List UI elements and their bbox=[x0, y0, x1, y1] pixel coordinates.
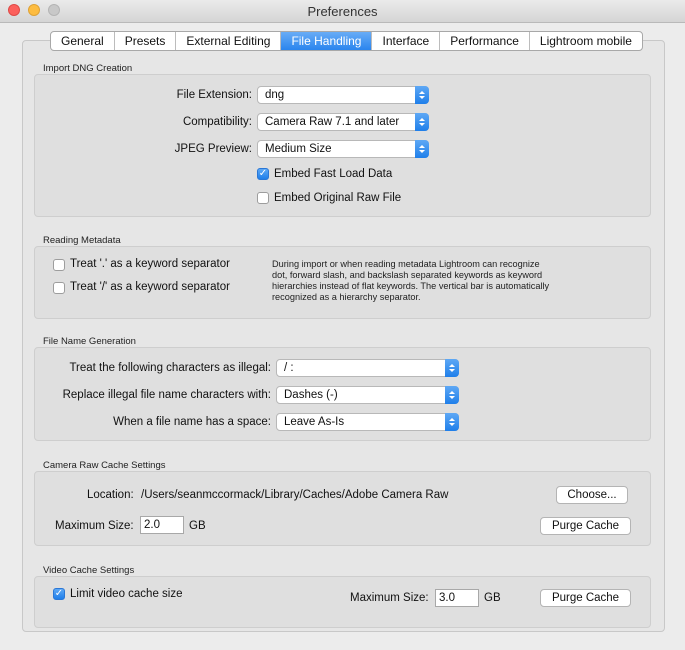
jpeg-preview-select[interactable] bbox=[257, 140, 429, 158]
illegal-chars-select[interactable] bbox=[276, 359, 459, 377]
tab-performance[interactable]: Performance bbox=[440, 32, 530, 50]
select-stepper-icon bbox=[445, 359, 459, 377]
compatibility-value: Camera Raw 7.1 and later bbox=[265, 116, 400, 128]
illegal-chars-value: / : bbox=[284, 362, 294, 374]
tab-bar bbox=[50, 31, 643, 51]
reading-metadata-section-label: Reading Metadata bbox=[43, 235, 121, 246]
dot-separator-checkbox[interactable] bbox=[53, 259, 65, 271]
cache-location-path: /Users/seanmccormack/Library/Caches/Adobe Camera Raw bbox=[141, 489, 449, 501]
tab-lightroom-mobile[interactable]: Lightroom mobile bbox=[539, 34, 632, 48]
cache-max-size-label: Maximum Size: bbox=[55, 520, 134, 532]
embed-fast-load-label: Embed Fast Load Data bbox=[274, 168, 393, 180]
select-stepper-icon bbox=[445, 386, 459, 404]
purge-camera-raw-cache-button[interactable]: Purge Cache bbox=[540, 517, 631, 535]
cache-max-size-unit: GB bbox=[189, 520, 206, 532]
file-extension-value: dng bbox=[265, 89, 285, 101]
checkmark-icon: ✓ bbox=[54, 588, 64, 599]
embed-fast-load-checkbox[interactable] bbox=[257, 168, 269, 180]
dot-separator-label: Treat '.' as a keyword separator bbox=[70, 258, 230, 270]
video-max-size-label: Maximum Size: bbox=[350, 592, 429, 604]
tab-general[interactable]: General bbox=[51, 32, 115, 50]
video-max-size-unit: GB bbox=[484, 592, 501, 604]
camera-raw-cache-section-label: Camera Raw Cache Settings bbox=[43, 460, 166, 471]
metadata-help-text: During import or when reading metadata Lightroom can recognize dot, forward slash, and backslash separated keywords as keyword hierarchies instead of flat keywords. The vertical bar is automatically recognized as a hierarchy separator. bbox=[272, 259, 550, 302]
embed-original-raw-label: Embed Original Raw File bbox=[274, 192, 402, 204]
cache-location-label: Location: bbox=[87, 489, 134, 501]
space-handling-value: Leave As-Is bbox=[284, 416, 345, 428]
illegal-chars-label: Treat the following characters as illegal: bbox=[69, 362, 271, 374]
title-bar bbox=[0, 0, 685, 23]
embed-original-raw-checkbox[interactable] bbox=[257, 192, 269, 204]
select-stepper-icon bbox=[415, 86, 429, 104]
jpeg-preview-label: JPEG Preview: bbox=[174, 143, 252, 155]
slash-separator-label: Treat '/' as a keyword separator bbox=[70, 281, 230, 293]
tab-file-handling[interactable]: File Handling bbox=[281, 32, 372, 50]
tab-external-editing[interactable]: External Editing bbox=[176, 32, 281, 50]
tab-interface[interactable]: Interface bbox=[372, 32, 440, 50]
video-max-size-input[interactable]: 3.0 bbox=[435, 589, 479, 607]
file-extension-label: File Extension: bbox=[176, 89, 252, 101]
import-dng-section-label: Import DNG Creation bbox=[43, 63, 133, 74]
replace-with-label: Replace illegal file name characters with: bbox=[62, 389, 271, 401]
purge-video-cache-button[interactable]: Purge Cache bbox=[540, 589, 631, 607]
limit-video-cache-checkbox[interactable] bbox=[53, 588, 65, 600]
cache-max-size-input[interactable]: 2.0 bbox=[140, 516, 184, 534]
window-title: Preferences bbox=[307, 4, 378, 19]
video-cache-section-label: Video Cache Settings bbox=[43, 565, 135, 576]
select-stepper-icon bbox=[445, 413, 459, 431]
replace-with-select[interactable] bbox=[276, 386, 459, 404]
slash-separator-checkbox[interactable] bbox=[53, 282, 65, 294]
limit-video-cache-label: Limit video cache size bbox=[70, 588, 183, 600]
tab-presets[interactable]: Presets bbox=[115, 32, 177, 50]
space-handling-select[interactable] bbox=[276, 413, 459, 431]
compatibility-select[interactable] bbox=[257, 113, 429, 131]
file-extension-select[interactable] bbox=[257, 86, 429, 104]
file-name-generation-section-label: File Name Generation bbox=[43, 336, 136, 347]
choose-cache-location-button[interactable]: Choose... bbox=[556, 486, 628, 504]
space-handling-label: When a file name has a space: bbox=[113, 416, 271, 428]
select-stepper-icon bbox=[415, 140, 429, 158]
replace-with-value: Dashes (-) bbox=[284, 389, 338, 401]
compatibility-label: Compatibility: bbox=[182, 116, 252, 128]
select-stepper-icon bbox=[415, 113, 429, 131]
jpeg-preview-value: Medium Size bbox=[265, 143, 332, 155]
checkmark-icon: ✓ bbox=[258, 168, 268, 179]
